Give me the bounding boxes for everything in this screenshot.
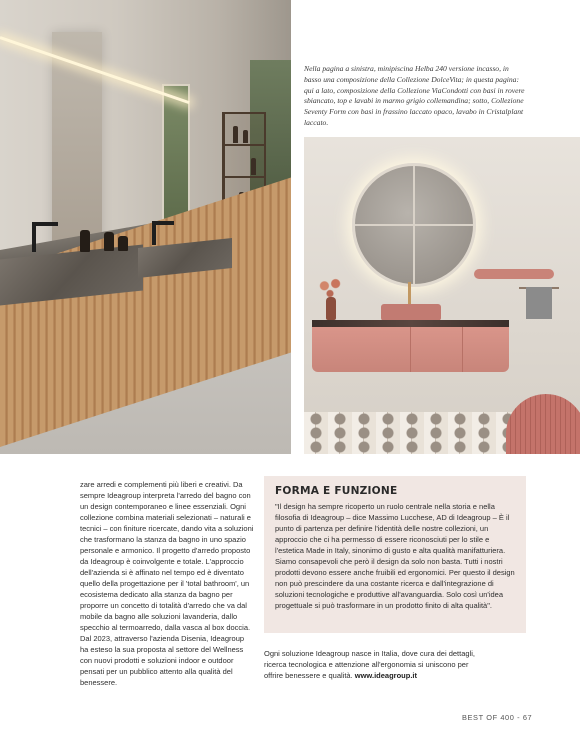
website-link[interactable]: www.ideagroup.it (354, 671, 417, 681)
flowers (316, 277, 344, 299)
page-folio: BEST OF 400 - 67 (462, 713, 533, 722)
towel (526, 287, 552, 319)
bathroom-photo-left (0, 0, 291, 454)
marble-top (312, 320, 509, 327)
box-title: FORMA E FUNZIONE (275, 485, 398, 497)
vase (326, 297, 336, 320)
pink-basin (381, 304, 441, 321)
bathroom-photo-right (304, 137, 580, 454)
box-text: "Il design ha sempre ricoperto un ruolo centrale nella storia e nella filosofia di Ideagroup – dice Massimo Lucchese, AD di Ideagroup – È il punto di partenza per definire l'identità delle nostre collezioni, un approccio che ci ha permesso di essere riconosciuti per lo stile e l'estetica Made in Italy, sinonimo di gusto e alta qualità manifatturiera. Siamo consapevoli che però il design da solo non basta. Tutti i nostri prodotti devono essere anche fruibili ed ergonomici. Per questo il design non può prescindere da una costante ricerca e dall'integrazione di soluzioni tecnologiche e produttive all'avanguardia. Solo così un'idea progettuale si può trasformare in un prodotto finito di alta qualità". (275, 502, 515, 611)
quote-box (264, 476, 526, 633)
photo-caption: Nella pagina a sinistra, minipiscina Helba 240 versione incasso, in basso una composizione della Collezione DolceVita; in questa pagina: qui a lato, composizione della Collezione ViaCondotti con basi in rovere sbiancato, top e lavabi in marmo grigio collemandina; sotto, Collezione Seventy Form con basi in frassino laccato opaco, lavabo in Cristalplant laccato. (304, 64, 525, 127)
round-mirror (352, 163, 476, 287)
pink-vanity (312, 327, 509, 372)
faucet (32, 222, 36, 252)
soap-bottle (80, 230, 90, 252)
pink-wall-shelf (474, 269, 554, 279)
closing-paragraph (264, 648, 484, 681)
faucet (408, 282, 411, 305)
article-body-text: zare arredi e complementi più liberi e creativi. Da sempre Ideagroup interpreta l'arredo del bagno con un design contemporaneo e linee essenziali. Ogni collezione combina materiali selezionati – naturali e tecnici – con finiture ricercate, dando vita a soluzioni che trasformano la stanza da bagno in uno spazio personale e armonico. Il progetto d'arredo proposto da Ideagroup è coinvolgente e totale. L'approccio dell'azienda si è affinato nel tempo ed è diventato quello della progettazione per il 'total bathroom', un ecosistema dedicato alla stanza da bagno per proporre un concetto di totalità d'arredo che va dal mobile da bagno alle soluzioni lavanderia, dallo specchio al termoarredo, dalla vasca al box doccia. Dal 2023, attraverso l'azienda Disenia, Ideagroup ha esteso la sua proposta al settore del Wellness con nuovi prodotti e soluzioni indoor e outdoor pensati per un pubblico attento alla qualità del benessere. (80, 480, 254, 688)
closing-text: Ogni soluzione Ideagroup nasce in Italia, dove cura dei dettagli, ricerca tecnologica e attenzione all'ergonomia si uniscono per offrire benessere e qualità. (264, 649, 475, 681)
soap-bottle (104, 232, 114, 251)
soap-bottle (118, 236, 128, 251)
